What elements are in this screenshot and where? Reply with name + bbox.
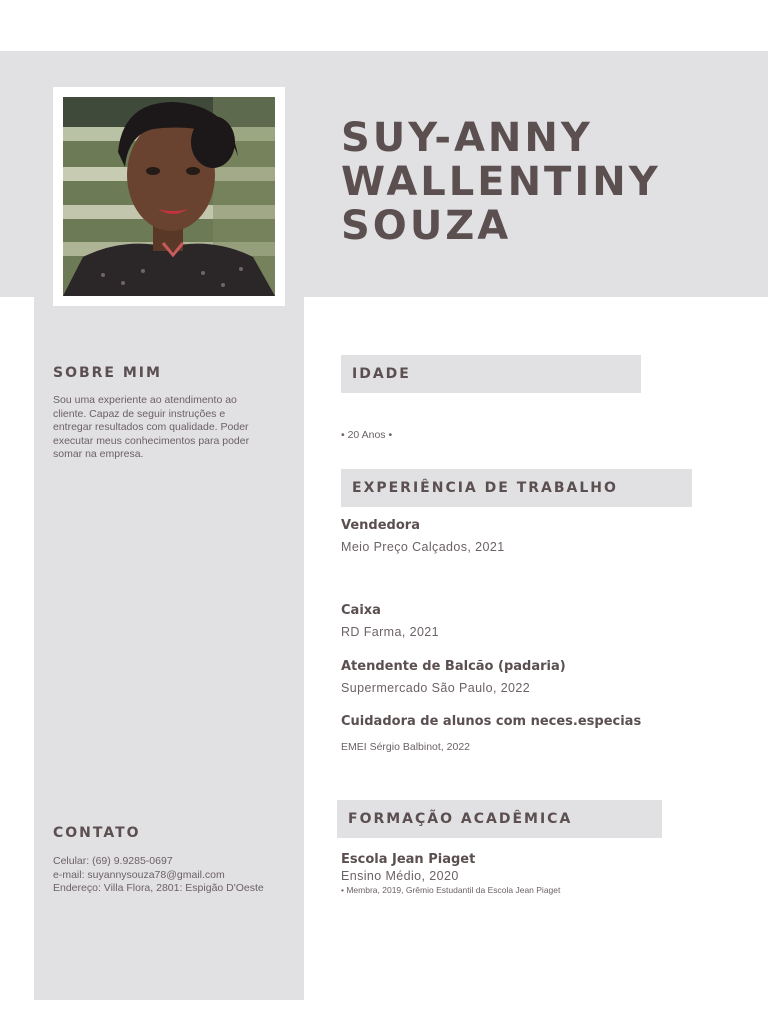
job-place-1: Meio Preço Calçados, 2021 — [341, 540, 505, 554]
name-line-2: WALLENTINY — [341, 159, 661, 205]
job-title-3: Atendente de Balcão (padaria) — [341, 659, 566, 674]
about-heading: SOBRE MIM — [53, 365, 162, 381]
profile-photo — [63, 97, 275, 296]
about-line-2: cliente. Capaz de seguir instruções e — [53, 407, 226, 420]
education-level: Ensino Médio, 2020 — [341, 869, 459, 883]
job-title-4: Cuidadora de alunos com neces.especias — [341, 714, 642, 729]
contact-address: Endereço: Villa Flora, 2801: Espigão D'Oeste — [53, 882, 264, 894]
education-note: • Membra, 2019, Grêmio Estudantil da Escola Jean Piaget — [341, 885, 561, 895]
job-place-3: Supermercado São Paulo, 2022 — [341, 681, 531, 695]
profile-photo-frame — [53, 87, 285, 306]
about-line-1: Sou uma experiente ao atendimento ao — [53, 394, 237, 406]
job-place-4: EMEI Sérgio Balbinot, 2022 — [341, 741, 470, 753]
contact-info — [53, 855, 288, 896]
job-place-2: RD Farma, 2021 — [341, 625, 439, 639]
age-value: • 20 Anos • — [341, 429, 393, 441]
education-heading: FORMAÇÃO ACADÊMICA — [337, 800, 662, 838]
about-line-4: executar meus conhecimentos para poder — [53, 434, 250, 447]
contact-email: e-mail: suyannysouza78@gmail.com — [53, 868, 225, 881]
experience-heading: EXPERIÊNCIA DE TRABALHO — [341, 469, 692, 507]
about-line-3: entregar resultados com qualidade. Poder — [53, 421, 249, 433]
candidate-name — [341, 116, 661, 248]
contact-heading: CONTATO — [53, 825, 141, 841]
about-line-5: somar na empresa. — [53, 448, 144, 460]
job-title-2: Caixa — [341, 603, 381, 618]
about-text — [53, 394, 288, 462]
contact-phone: Celular: (69) 9.9285-0697 — [53, 855, 173, 867]
job-title-1: Vendedora — [341, 518, 420, 533]
age-heading: IDADE — [341, 355, 641, 393]
education-school: Escola Jean Piaget — [341, 852, 476, 867]
name-line-3: SOUZA — [341, 203, 512, 249]
portrait-illustration — [63, 97, 275, 296]
name-line-1: SUY-ANNY — [341, 115, 593, 161]
